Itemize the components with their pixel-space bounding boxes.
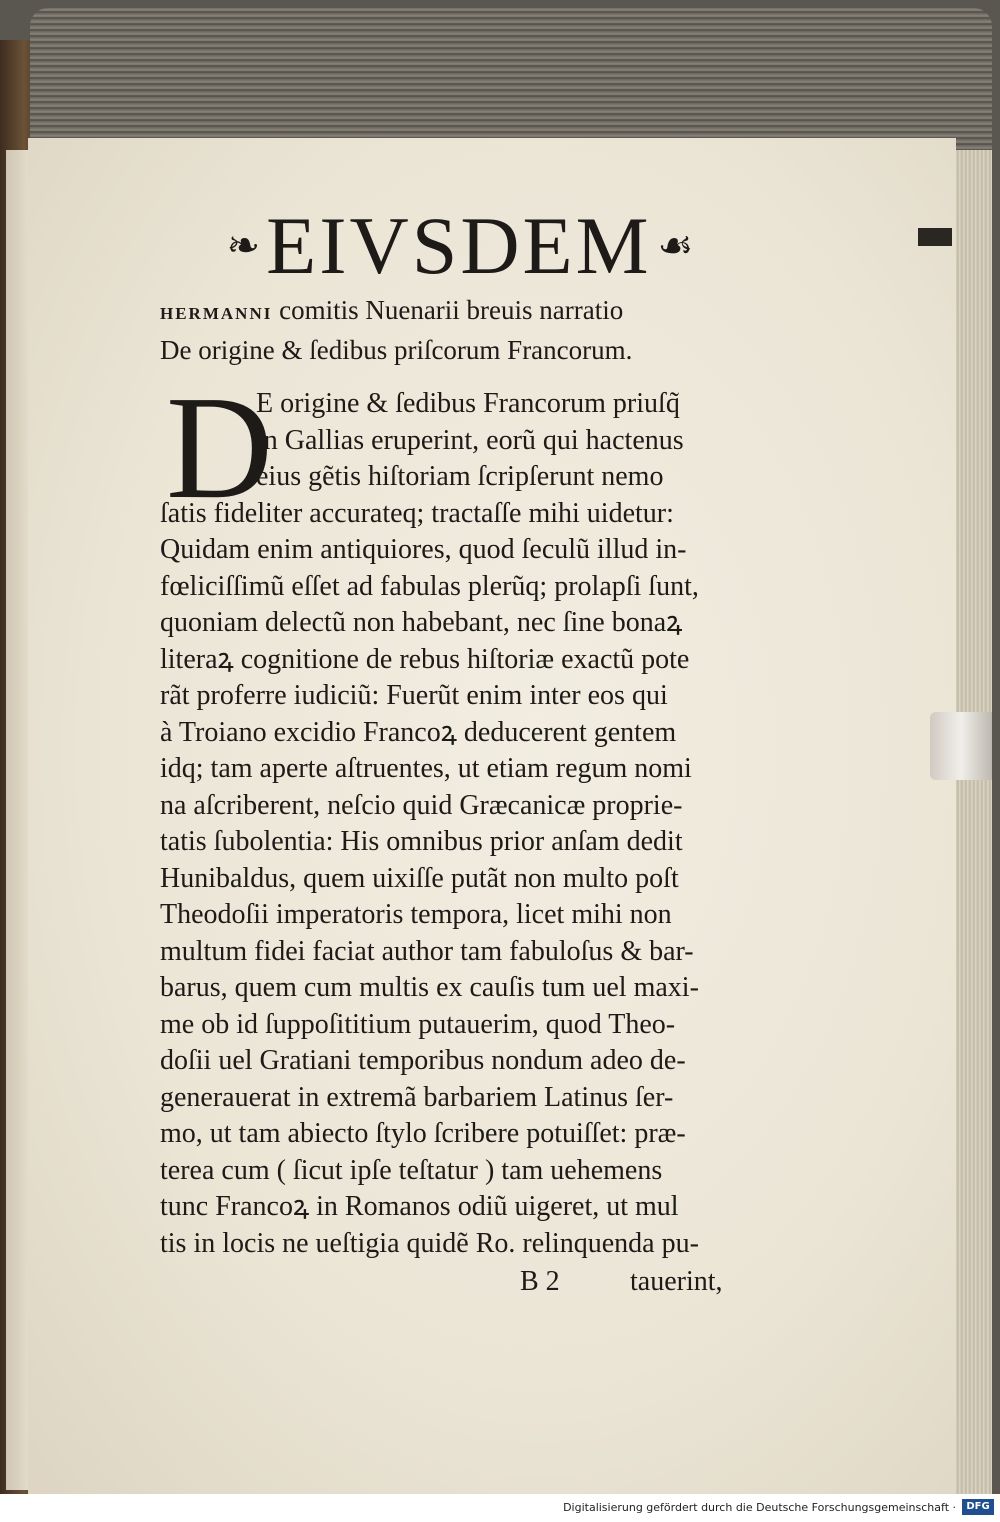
text-line: tatis ſubolentia: His omnibus prior anſam dedit <box>160 826 683 857</box>
catch-row <box>160 1262 760 1302</box>
subheading-line-2: De origine & ſedibus priſcorum Francorum. <box>160 335 633 365</box>
text-line: in Gallias eruperint, eorũ qui hactenus <box>256 424 684 456</box>
text-line: eius gẽtis hiſtoriam ſcripſerunt nemo <box>256 461 664 492</box>
text-line: tis in locis ne ueſtigia quidẽ Ro. relinquenda pu- <box>160 1227 699 1259</box>
text-line: rãt proferre iudiciũ: Fuerũt enim inter eos qui <box>160 680 668 711</box>
page-marker <box>918 228 952 246</box>
subheading-caps: HERMANNI <box>160 304 273 323</box>
page-heading: EIVSDEM <box>266 200 652 291</box>
catchword: tauerint, <box>630 1266 723 1297</box>
text-line: tunc Francoꝝ in Romanos odiũ uigeret, ut mul <box>160 1191 679 1222</box>
body-lines <box>160 496 760 1263</box>
text-line: na aſcriberent, neſcio quid Græcanicæ proprie- <box>160 789 683 821</box>
heading-row <box>160 200 760 292</box>
text-line: E origine & ſedibus Francorum priuſq̃ <box>256 388 680 419</box>
signature-mark: B 2 <box>520 1266 560 1297</box>
text-line: doſii uel Gratiani temporibus nondum adeo de- <box>160 1045 686 1076</box>
funding-credit: Digitalisierung gefördert durch die Deutsche Forschungsgemeinschaft · <box>563 1501 956 1514</box>
page-text <box>160 200 760 1302</box>
text-line: à Troiano excidio Francoꝝ deducerent gentem <box>160 716 677 748</box>
text-line: literaꝝ cognitione de rebus hiſtoriæ exactũ pote <box>160 643 690 675</box>
text-line: Hunibaldus, quem uixiſſe putãt non multo poſt <box>160 862 679 894</box>
page-tab <box>930 712 992 780</box>
fleuron-left-icon: ❧ <box>226 223 261 269</box>
text-line: generauerat in extremã barbariem Latinus ſer- <box>160 1081 674 1113</box>
text-line: Theodoſii imperatoris tempora, licet mihi non <box>160 899 672 930</box>
drop-cap: D <box>166 366 273 530</box>
footer-bar <box>0 1494 1000 1522</box>
text-line: mo, ut tam abiecto ſtylo ſcribere potuiſſet: præ- <box>160 1118 686 1149</box>
text-line: ſatis fideliter accurateq; tractaſſe mihi uidetur: <box>160 497 674 529</box>
text-line: Quidam enim antiquiores, quod ſeculũ illud in- <box>160 534 687 565</box>
text-line: fœliciſſimũ eſſet ad fabulas plerũq; prolapſi ſunt, <box>160 570 699 602</box>
page-block-right-edge <box>952 150 992 1494</box>
body-text <box>160 366 760 1302</box>
text-line: terea cum ( ſicut ipſe teſtatur ) tam uehemens <box>160 1154 663 1186</box>
page-block-top-edge <box>30 8 992 158</box>
subheading-rest: comitis Nuenarii breuis narratio <box>272 295 624 325</box>
text-line: idq; tam aperte aſtruentes, ut etiam regum nomi <box>160 753 692 784</box>
text-line: me ob id ſuppoſititium putauerim, quod Theo- <box>160 1008 676 1040</box>
text-line: multum fidei faciat author tam fabuloſus & bar- <box>160 935 694 967</box>
text-line: barus, quem cum multis ex cauſis tum uel maxi- <box>160 972 699 1003</box>
text-line: quoniam delectũ non habebant, nec ſine bonaꝝ <box>160 607 683 638</box>
fleuron-right-icon: ☙ <box>657 223 694 269</box>
dfg-logo: DFG <box>962 1499 994 1515</box>
subheading-line-1 <box>160 292 760 332</box>
